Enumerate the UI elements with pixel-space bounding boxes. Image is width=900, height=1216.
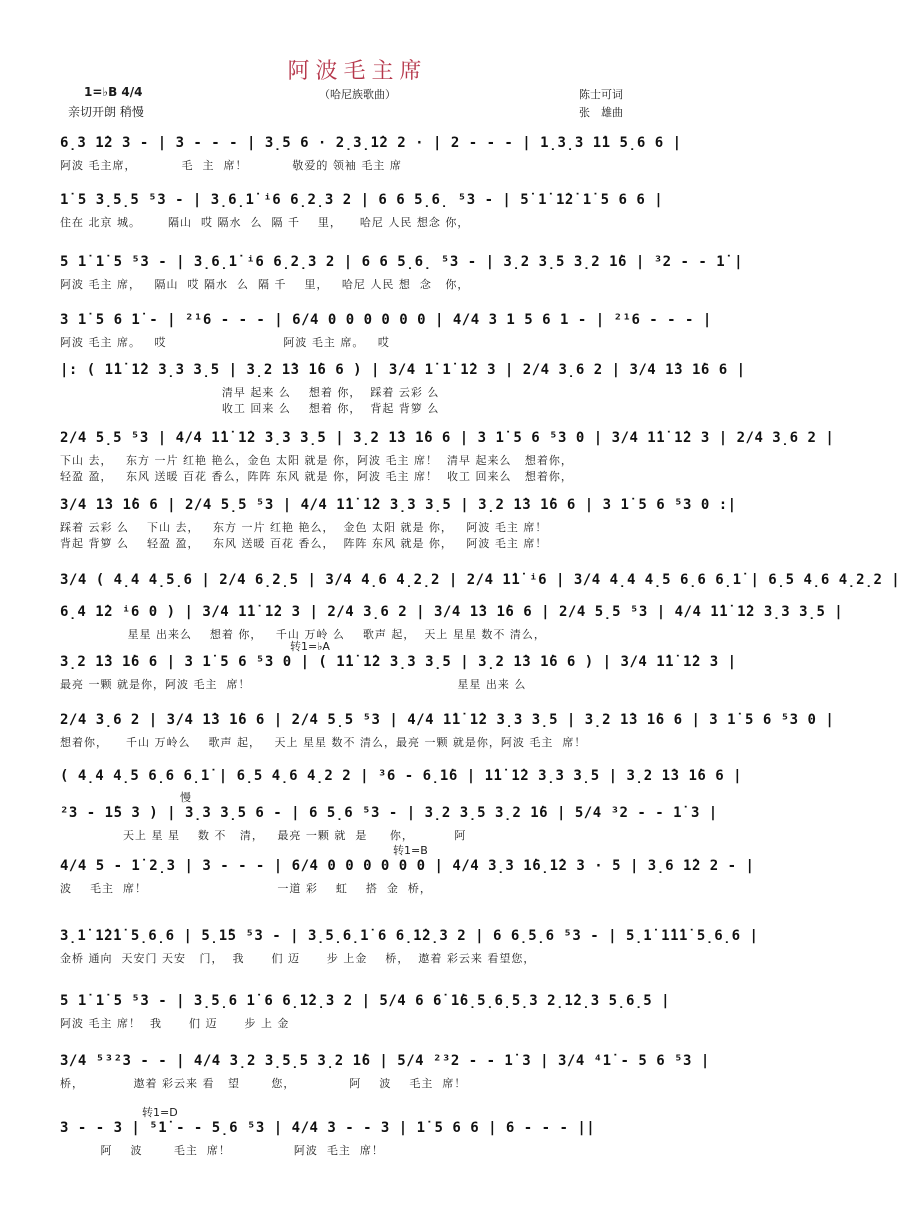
- lyric-line: 想着你， 千山 万岭么 歌声 起， 天上 星星 数不 清么，最亮 一颗 就是你，阿波 毛主 席！: [60, 736, 587, 749]
- lyric-line: 清早 起来 么 想着 你， 踩着 云彩 么: [60, 386, 440, 399]
- lyric-line: 阿波 毛主 席。 哎 阿波 毛主 席。 哎: [60, 336, 390, 349]
- notation-line: |: ( 1̇1̇ 1̇2 3̣3 3̣5 | 3̣2 1̇3 1̇6 6 ) | 3/4 1̇ 1̇ 1̇2 3 | 2/4 3̣6 2 | 3/4 1̇3 1̇6 6 |: [60, 362, 746, 378]
- notation-line: 2/4 3̣6 2 | 3/4 1̇3 1̇6 6 | 2/4 5̣5 ⁵3 | 4/4 1̇1̇ 1̇2 3̣3 3̣5 | 3̣2 1̇3 1̇6 6 | 3 1̇ 5 6 ⁵3 0 |: [60, 712, 835, 728]
- lyric-line: 踩着 云彩 么 下山 去， 东方 一片 红艳 艳么， 金色 太阳 就是 你， 阿波 毛主 席！: [60, 521, 548, 534]
- notation-line: 3 - - 3 | ⁵1̇ - - 5̣6 ⁵3 | 4/4 3 - - 3 | 1̇ 5 6 6 | 6 - - - ||: [60, 1120, 596, 1136]
- lyric-line: 波 毛主 席！ 一道 彩 虹 搭 金 桥，: [60, 882, 432, 895]
- lyric-line: 桥， 遨着 彩云来 看 望 您， 阿 波 毛主 席！: [60, 1077, 467, 1090]
- tempo-change-mark: 慢: [180, 791, 191, 804]
- notation-line: 5 1̇ 1̇ 5 ⁵3 - | 3̣5̣6 1̇ 6 6̣1̇2̣3 2 | 5/4 6 6̇ 1̇6̣5̣6̣5̣3 2̣1̇2̣3 5̣6̣5 |: [60, 993, 671, 1009]
- notation-line: 2/4 5̣5 ⁵3 | 4/4 1̇1̇ 1̇2 3̣3 3̣5 | 3̣2 1̇3 1̇6 6 | 3 1̇ 5 6 ⁵3 0 | 3/4 1̇1̇ 1̇2 3 | 2/4 3̣6 2 |: [60, 430, 835, 446]
- lyric-line: 住在 北京 城。 隔山 哎 隔水 么 隔 千 里， 哈尼 人民 想念 你，: [60, 216, 470, 229]
- composer-credit: 张 雄曲: [579, 106, 623, 119]
- notation-line: 6̣3 1̇2 3 - | 3 - - - | 3̣5 6 · 2̣3̣1̇2 2 · | 2 - - - | 1̣3̣3 1̇1 5̣6 6 |: [60, 135, 682, 151]
- song-subtitle: （哈尼族歌曲）: [319, 88, 396, 101]
- lyric-line: 金桥 通向 天安门 天安 门， 我 们 迈 步 上金 桥， 遨着 彩云来 看望您，: [60, 952, 536, 965]
- lyric-line: 天上 星 星 数 不 清， 最亮 一颗 就 是 你， 阿: [60, 829, 467, 842]
- lyric-line: 背起 背箩 么 轻盈 盈， 东风 送暖 百花 香么， 阵阵 东风 就是 你， 阿波 毛主 席！: [60, 537, 548, 550]
- notation-line: 3 1̇ 5 6 1̇ - | ²¹6 - - - | 6/4 0 0 0 0 0 0 | 4/4 3 1 5 6 1 - | ²¹6 - - - |: [60, 312, 712, 328]
- notation-line: 3/4 ⁵³²3 - - | 4/4 3̣2 3̣5̣5 3̣2 1̇6 | 5/4 ²³2 - - 1̇ 3 | 3/4 ⁴1̇ - 5 6 ⁵3 |: [60, 1053, 710, 1069]
- tempo-marking: 亲切开朗 稍慢: [68, 105, 144, 119]
- notation-line: 3̣1̇ 1̇2̇1̇ 5̣6̣6 | 5̣1̇5 ⁵3 - | 3̣5̣6̣1̇ 6 6̣1̇2̣3 2 | 6 6̣5̣6 ⁵3 - | 5̣1̇ 1̇1̇1̇ 5̣6̣6 |: [60, 928, 759, 944]
- notation-line: 5 1̇ 1̇ 5 ⁵3 - | 3̣6̣1̇ ⁱ6 6̣2̣3 2 | 6 6 5̣6̣ ⁵3 - | 3̣2 3̣5 3̣2 1̇6 | ³2 - - 1̇ |: [60, 254, 744, 270]
- key-change-mark: 转1=D: [142, 1106, 178, 1119]
- key-signature: 1=♭B 4/4: [84, 85, 143, 99]
- notation-line: ( 4̣4 4̣5 6̣6 6̣1̇ | 6̣5 4̣6 4̣2 2 | ³6 - 6̣1̇6 | 1̇1̇ 1̇2 3̣3 3̣5 | 3̣2 1̇3 1̇6 6 |: [60, 768, 743, 784]
- notation-line: 1̇ 5 3̣5̣5 ⁵3 - | 3̣6̣1̇ ⁱ6 6̣2̣3 2 | 6 6 5̣6̣ ⁵3 - | 5̇ 1̇ 1̇2̇ 1̇ 5 6 6 |: [60, 192, 664, 208]
- lyric-line: 收工 回来 么 想着 你， 背起 背箩 么: [60, 402, 440, 415]
- lyric-line: 下山 去， 东方 一片 红艳 艳么，金色 太阳 就是 你，阿波 毛主 席！ 清早 起来么 想着你，: [60, 454, 573, 467]
- lyric-line: 阿波 毛主 席， 隔山 哎 隔水 么 隔 千 里， 哈尼 人民 想 念 你，: [60, 278, 470, 291]
- notation-line: 3/4 ( 4̣4 4̣5̣6 | 2/4 6̣2̣5 | 3/4 4̣6 4̣2̣2 | 2/4 1̇1̇ ⁱ6 | 3/4 4̣4 4̣5 6̣6 6̣1̇ | 6̣5 4̣6 4̣2̣2 |: [60, 572, 900, 588]
- notation-line: 4/4 5 - 1̇ 2̣3 | 3 - - - | 6/4 0 0 0 0 0 0 | 4/4 3̣3 1̇6̣1̇2 3 · 5 | 3̣6 1̇2 2 - |: [60, 858, 755, 874]
- key-change-mark: 转1=♭A: [290, 640, 330, 653]
- song-title: 阿波毛主席: [287, 59, 428, 84]
- notation-line: ²3 - 1̇5 3 ) | 3̣3 3̣5 6 - | 6 5̣6 ⁵3 - | 3̣2 3̣5 3̣2 1̇6 | 5/4 ³2 - - 1̇ 3 |: [60, 805, 718, 821]
- lyric-line: 最亮 一颗 就是你，阿波 毛主 席！ 星星 出来 么: [60, 678, 527, 691]
- notation-line: 6̣4 1̇2 ⁱ6 0 ) | 3/4 1̇1̇ 1̇2 3 | 2/4 3̣6 2 | 3/4 1̇3 1̇6 6 | 2/4 5̣5 ⁵3 | 4/4 1̇1̇ 1̇2 3̣3 3̣5 |: [60, 604, 844, 620]
- lyric-line: 阿 波 毛主 席！ 阿波 毛主 席！: [60, 1144, 384, 1157]
- notation-line: 3/4 1̇3 1̇6 6 | 2/4 5̣5 ⁵3 | 4/4 1̇1̇ 1̇2 3̣3 3̣5 | 3̣2 1̇3 1̇6 6 | 3 1̇ 5 6 ⁵3 0 :|: [60, 497, 737, 513]
- notation-line: 3̣2 1̇3 1̇6 6 | 3 1̇ 5 6 ⁵3 0 | ( 1̇1̇ 1̇2 3̣3 3̣5 | 3̣2 1̇3 1̇6 6 ) | 3/4 1̇1̇ 1̇2 3 |: [60, 654, 737, 670]
- lyric-line: 阿波 毛主席， 毛 主 席！ 敬爱的 领袖 毛主 席: [60, 159, 402, 172]
- lyric-line: 阿波 毛主 席！ 我 们 迈 步 上 金: [60, 1017, 290, 1030]
- key-change-mark: 转1=B: [393, 844, 428, 857]
- lyric-line: 轻盈 盈， 东风 送暖 百花 香么，阵阵 东风 就是 你，阿波 毛主 席！ 收工 回来么 想着你，: [60, 470, 573, 483]
- lyricist-credit: 陈士可词: [579, 88, 623, 101]
- lyric-line: 星星 出来么 想着 你， 千山 万岭 么 歌声 起， 天上 星星 数不 清么，: [60, 628, 546, 641]
